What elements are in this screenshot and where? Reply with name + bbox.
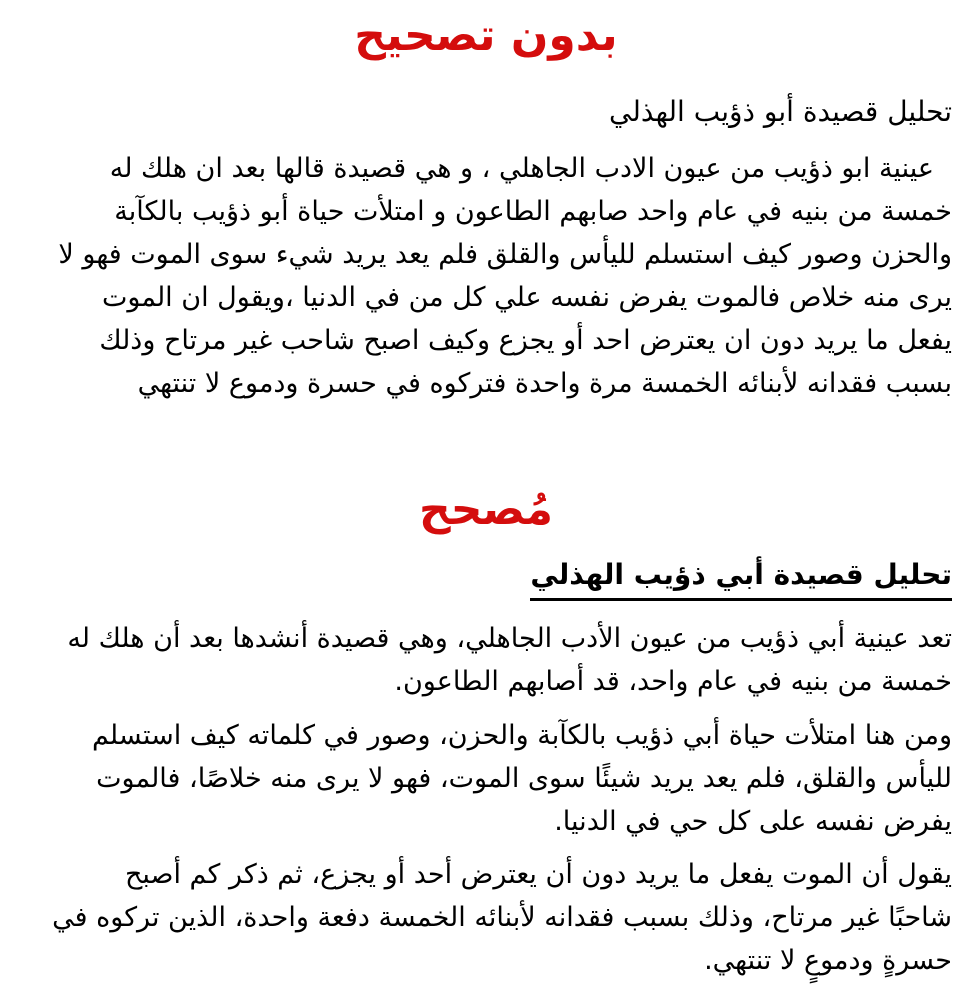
document-page	[0, 8, 972, 1008]
uncorrected-subtitle: تحليل قصيدة أبو ذؤيب الهذلي	[609, 95, 952, 128]
corrected-heading: مُصحح	[418, 484, 554, 535]
paragraph-line: شاحبًا غير مرتاح، وذلك بسبب فقدانه لأبنائه الخمسة دفعة واحدة، الذين تركوه في	[52, 902, 952, 933]
corrected-paragraph-3	[20, 853, 952, 982]
paragraph-line: ومن هنا امتلأت حياة أبي ذؤيب بالكآبة والحزن، وصور في كلماته كيف استسلم	[91, 720, 952, 751]
corrected-subtitle-text: تحليل قصيدة أبي ذؤيب الهذلي	[530, 553, 952, 601]
uncorrected-section	[20, 8, 952, 405]
paragraph-line: يفرض نفسه على كل حي في الدنيا.	[554, 806, 952, 837]
paragraph-line: يقول أن الموت يفعل ما يريد دون أن يعترض أحد أو يجزع، ثم ذكر كم أصبح	[124, 859, 952, 890]
paragraph-line: عينية ابو ذؤيب من عيون الادب الجاهلي ، و هي قصيدة قالها بعد ان هلك له	[109, 153, 934, 184]
paragraph-line: تعد عينية أبي ذؤيب من عيون الأدب الجاهلي، وهي قصيدة أنشدها بعد أن هلك له	[67, 623, 952, 654]
paragraph-line: والحزن وصور كيف استسلم لليأس والقلق فلم يعد يريد شيء سوى الموت فهو لا	[58, 239, 952, 270]
corrected-section	[20, 479, 952, 982]
paragraph-line: يرى منه خلاص فالموت يفرض نفسه علي كل من في الدنيا ،ويقول ان الموت	[101, 282, 952, 313]
paragraph-line: بسبب فقدانه لأبنائه الخمسة مرة واحدة فتركوه في حسرة ودموع لا تنتهي	[137, 368, 952, 399]
uncorrected-heading: بدون تصحيح	[354, 10, 618, 61]
paragraph-line: يفعل ما يريد دون ان يعترض احد أو يجزع وكيف اصبح شاحب غير مرتاح وذلك	[99, 325, 952, 356]
paragraph-line: لليأس والقلق، فلم يعد يريد شيئًا سوى الموت، فهو لا يرى منه خلاصًا، فالموت	[96, 763, 952, 794]
paragraph-line: خمسة من بنيه في عام واحد صابهم الطاعون و امتلأت حياة أبو ذؤيب بالكآبة	[114, 196, 952, 227]
corrected-subtitle	[20, 553, 952, 601]
corrected-paragraph-2	[20, 714, 952, 843]
paragraph-line: حسرةٍ ودموعٍ لا تنتهي.	[704, 945, 952, 976]
corrected-paragraph-1	[20, 617, 952, 703]
uncorrected-paragraph	[20, 147, 952, 405]
paragraph-line: خمسة من بنيه في عام واحد، قد أصابهم الطاعون.	[394, 666, 952, 697]
